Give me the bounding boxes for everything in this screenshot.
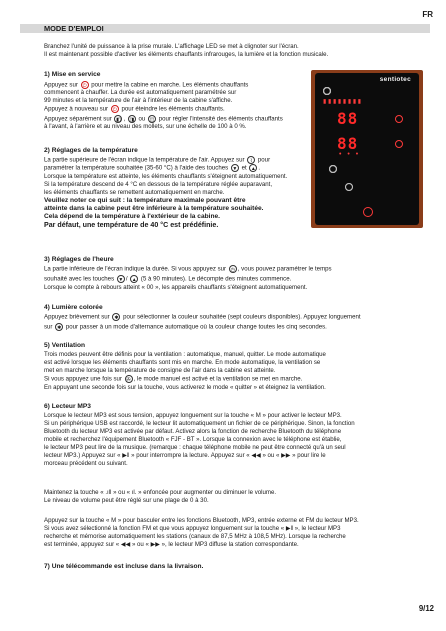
volume-bars: ▮ ▮ ▮ ▮ ▮ ▮ ▮ ▮ [323,99,362,105]
s4-line-1 [44,313,424,322]
s6-p1-line: le lecteur MP3 peut lire de la musique. (remarque : chaque téléphone mobile ne peut être connecté qu'à un seul [44,444,346,451]
light-icon: ✱ [114,315,119,321]
s1-l5b: ou [138,115,146,123]
section-2-title: 2) Réglages de la température [44,147,138,154]
s3-line-3: Lorsque le compte à rebours atteint « 00 », les appareils chauffants s'éteignent automatiquement. [44,284,308,291]
up-icon: ▲ [250,166,256,172]
heat-back-icon: ◨ [129,117,135,123]
clock-button[interactable] [395,140,403,148]
intro-line-2: Il est maintenant possible d'activer les éléments chauffants infrarouges, la lumière et la fonction musicale. [44,51,329,58]
page-number: 9/12 [418,604,434,613]
s4-l2b: pour passer à un mode d'alternance automatique où la couleur change toutes les cinq secondes. [65,323,327,331]
s2-warn-1: Veuillez noter ce qui suit : la température maximale pouvant être [44,197,246,204]
s1-line-5: Appuyez séparément sur ◧ , ◨ ou ◫ pour régler l'intensité des éléments chauffants [44,115,283,123]
up-icon: ▲ [131,277,137,283]
s2-l2a: paramétrer la température souhaitée (35-60 °C) à l'aide des touches [44,164,229,172]
light-icon: ✱ [57,325,62,331]
s3-l1b: , vous pouvez paramétrer le temps [237,265,332,273]
s5-line-5: En appuyant une seconde fois sur la touche, vous activerez le mode « quitter » et éteignez la ventilation. [44,384,326,391]
s1-l4a: Appuyez à nouveau sur [44,105,109,113]
s4-line-2 [44,323,424,332]
clock-icon: ◷ [230,267,235,273]
s2-line-2: paramétrer la température souhaitée (35-60 °C) à l'aide des touches ▼ et ▲ . [44,164,261,172]
s6-p1-line: Bluetooth du lecteur MP3 est activée par défaut. Activez alors la fonction de recherche Bluetooth du téléphone [44,428,342,435]
s6-p3-line: Si vous avez sélectionné la fonction FM et que vous appuyez longuement sur la touche « ▶‖ », le lecteur MP3 [44,525,341,532]
s3-line-1 [44,265,424,274]
panel-led-dots: • • • [339,151,361,158]
s1-line-4 [44,105,306,114]
s2-line-4: Si la température descend de 4 °C en dessous de la température réglée auparavant, [44,181,273,188]
s6-p3-line: recherche et mémorise automatiquement les stations (canaux de 87,5 MHz à 108,5 MHz). Lorsque la recherche [44,533,346,540]
s2-l2b: et [241,164,247,172]
s2-line-5: les éléments chauffants se remettent automatiquement en marche. [44,189,225,196]
s6-p1-line: Lorsque le lecteur MP3 est sous tension, appuyez longuement sur la touche « M » pour activer le lecteur MP3. [44,412,342,419]
s6-p1-line: lecteur MP3.) Appuyez sur « ▶‖ » pour interrompre la lecture. Appuyez sur « ◀◀ » ou « ▶▶ » pour lire le [44,452,326,459]
s1-line-3: 99 minutes et la température de l'air à l'intérieur de la cabine s'affiche. [44,97,233,104]
s1-l5a: Appuyez séparément sur [44,115,112,123]
fan-icon: ✇ [126,377,131,383]
power-button[interactable] [363,207,373,217]
power-icon: ⏻ [111,105,119,113]
section-1-title: 1) Mise en service [44,71,101,78]
section-7-title: 7) Une télécommande est incluse dans la livraison. [44,563,204,570]
mode-title: MODE D'EMPLOI [44,24,104,33]
panel-button[interactable] [323,87,331,95]
section-3-title: 3) Réglages de l'heure [44,256,114,263]
s3-l2a: souhaité avec les touches [44,275,115,283]
s3-l1a: La partie inférieure de l'écran indique la durée. Si vous appuyez sur [44,265,227,273]
s4-l1a: Appuyez brièvement sur [44,313,110,321]
brand-logo: sentiotec [379,76,411,83]
s6-p1-line: mobile et recherchez l'équipement Bluetooth « FJF - BT ». Lorsque la connexion avec le téléphone est établie, [44,436,342,443]
s6-p3-line: Appuyez sur la touche « M » pour basculer entre les fonctions Bluetooth, MP3, entrée externe et FM du lecteur MP3. [44,517,359,524]
section-5-title: 5) Ventilation [44,342,86,349]
heat-calf-icon: ◫ [149,117,155,123]
thermo-button[interactable] [395,115,403,123]
lang-code: FR [422,10,433,19]
s4-l2a: sur [44,323,53,331]
heat-back-button[interactable] [329,165,337,173]
s2-l1a: La partie supérieure de l'écran indique la température de l'air. Appuyez sur [44,156,245,164]
s5-l4a: Si vous appuyez une fois sur [44,375,122,383]
s6-p1-line: Si un périphérique USB est raccordé, le lecteur lit automatiquement un fichier de ce périphérique. Sinon, la fonction [44,420,355,427]
s2-warn-3: Cela dépend de la température à l'extérieur de la cabine. [44,213,221,220]
s1-l4b: pour éteindre les éléments chauffants. [121,105,225,113]
display-bottom: 88 [337,134,359,153]
s2-l1b: pour [257,156,271,164]
s2-default-temp: Par défaut, une température de 40 °C est prédéfinie. [44,221,219,229]
s5-line-1: Trois modes peuvent être définis pour la ventilation : automatique, manuel, quitter. Le mode automatique [44,351,326,358]
s6-p2-line: Maintenez la touche « .ıll » ou « ıl. » enfoncée pour augmenter ou diminuer le volume. [44,489,277,496]
section-4-title: 4) Lumière colorée [44,304,103,311]
s1-l1a: Appuyez sur [44,81,78,89]
down-icon: ▼ [118,277,124,283]
s5-line-4 [44,375,424,384]
intro-line-1: Branchez l'unité de puissance à la prise murale. L'affichage LED se met à clignoter sur l'écran. [44,43,299,50]
control-panel [315,73,419,225]
down-icon: ▼ [232,166,238,172]
s5-l4b: , le mode manuel est activé et la ventilation se met en marche. [133,375,303,383]
s6-p3-line: est terminée, appuyez sur « ◀◀ » ou « ▶▶ », le lecteur MP3 diffuse la station correspondante. [44,541,299,548]
heat-front-icon: ◧ [116,117,121,123]
section-6-title: 6) Lecteur MP3 [44,403,91,410]
s3-line-2: souhaité avec les touches ▼ / ▲ (5 à 90 minutes). Le décompte des minutes commence. [44,275,292,283]
s1-l5c: pour régler l'intensité des éléments chauffants [158,115,283,123]
thermo-icon: ⌇ [247,156,255,164]
s4-l1b: pour sélectionner la couleur souhaitée (sept couleurs disponibles). Appuyez longuement [123,313,361,321]
s3-l2b: (5 à 90 minutes). Le décompte des minutes commence. [140,275,292,283]
s1-line-2: commencent à chauffer. La durée est automatiquement paramétrée sur [44,89,237,96]
display-top: 88 [337,109,359,128]
s2-warn-2: atteinte dans la cabine peut être inférieure à la température souhaitée. [44,205,264,212]
s6-p2-line: Le niveau de volume peut être réglé sur une plage de 0 à 30. [44,497,209,504]
down-button[interactable] [345,183,353,191]
s1-l1b: pour mettre la cabine en marche. Les éléments chauffants [91,81,249,89]
s6-p1-line: morceau précédent ou suivant. [44,460,128,467]
power-icon: ⏻ [81,81,89,89]
s2-line-3: Lorsque la température est atteinte, les éléments chauffants s'éteignent automatiquement. [44,173,288,180]
s5-line-3: met en marche lorsque la température de consigne de l'air dans la cabine est atteinte. [44,367,276,374]
s5-line-2: est activé lorsque les éléments chauffants sont mis en marche. En mode automatique, la ventilation se [44,359,321,366]
s1-line-6: à l'avant, à l'arrière et au niveau des mollets, sur une échelle de 100 à 0 %. [44,123,247,130]
